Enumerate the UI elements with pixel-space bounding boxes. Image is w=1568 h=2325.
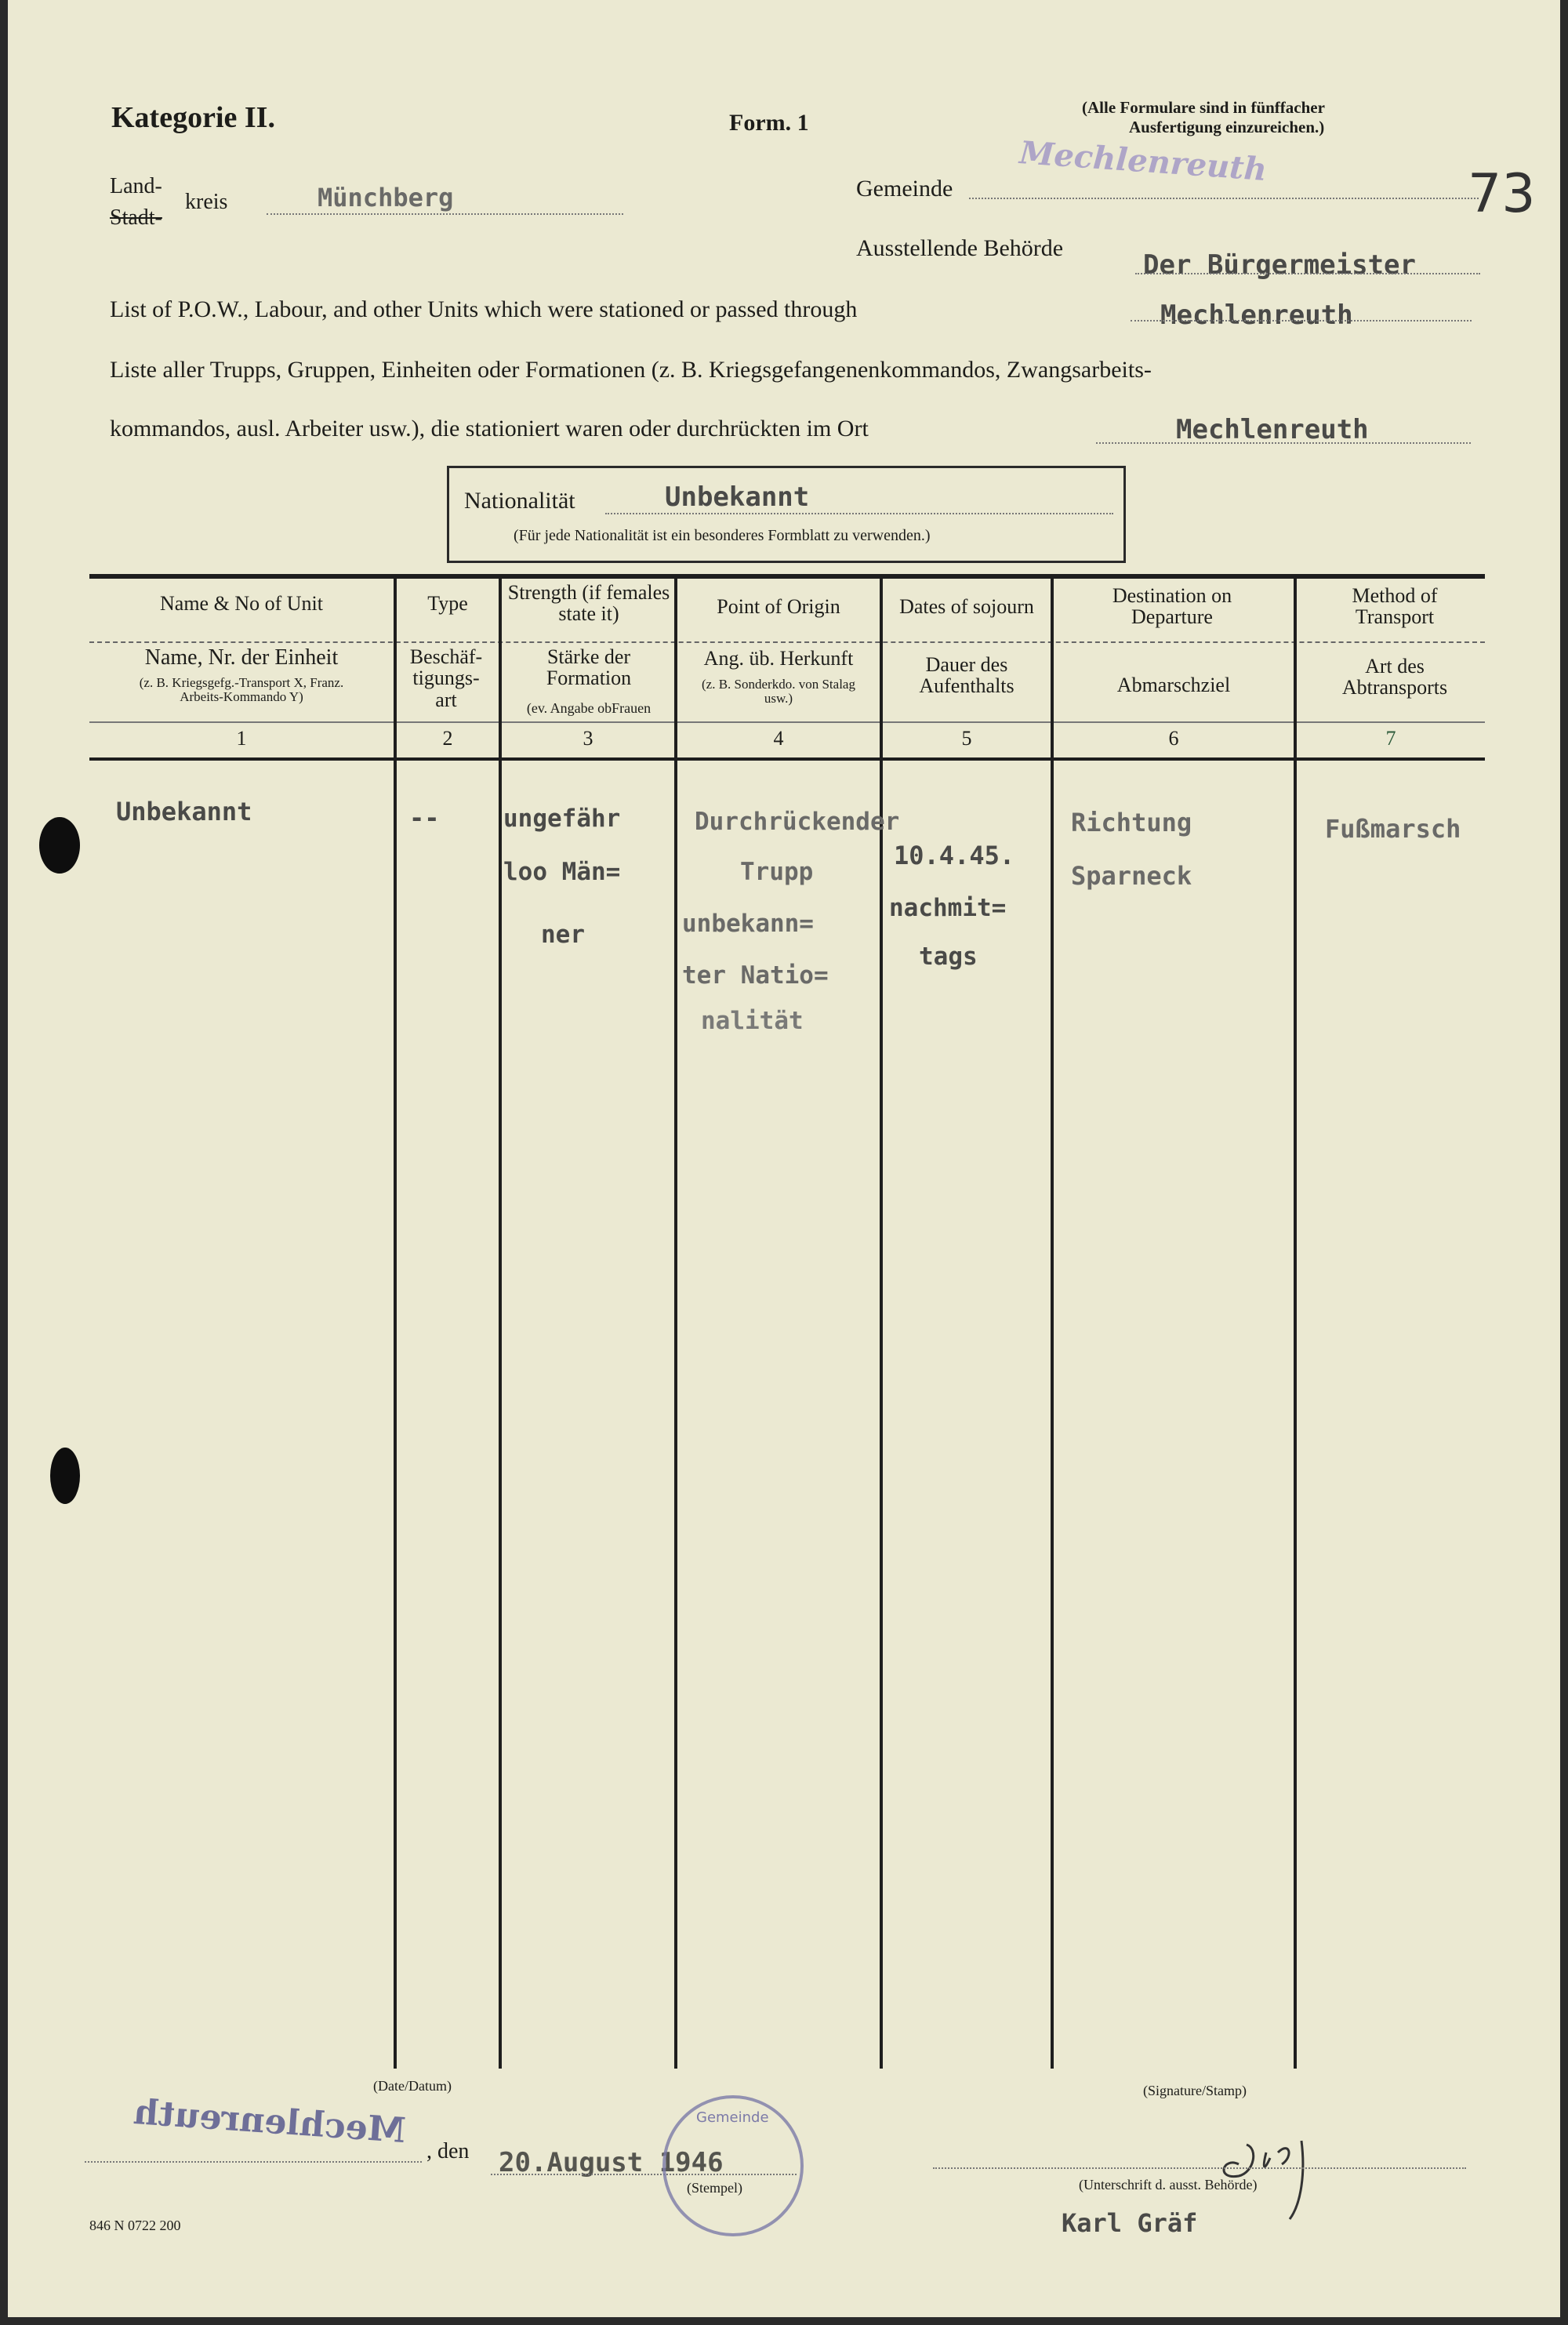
ort-underline <box>1096 442 1471 444</box>
row-origin-3: unbekann= <box>682 910 814 938</box>
row-origin-5: nalität <box>701 1007 804 1035</box>
list-value: Mechlenreuth <box>1160 300 1353 331</box>
behoerde-underline <box>1135 273 1480 274</box>
row-dates-3: tags <box>919 943 978 971</box>
row-origin-1: Durchrückender <box>695 808 900 836</box>
date-value: 20.August 1946 <box>499 2147 724 2178</box>
col7-header-en: Method of Transport <box>1352 584 1438 629</box>
den-label: , den <box>426 2139 470 2163</box>
row-unit-name: Unbekannt <box>116 797 252 826</box>
col2-header-de: Beschäf- tigungs- art <box>409 645 483 711</box>
table-header-divider <box>89 721 1485 723</box>
submission-note-line1: (Alle Formulare sind in fünffacher <box>1082 98 1325 117</box>
row-dates-2: nachmit= <box>889 894 1007 922</box>
col1-header-en: Name & No of Unit <box>160 592 323 615</box>
kreis-label: kreis <box>185 190 228 214</box>
behoerde-label: Ausstellende Behörde <box>856 235 1064 261</box>
col3-header-en: Strength (if females state it) <box>507 581 670 626</box>
punch-hole-top <box>39 817 80 874</box>
col4-header-en: Point of Origin <box>717 595 840 618</box>
kreis-value: Münchberg <box>318 183 454 213</box>
gemeinde-stamp: Mechlenreuth <box>1018 134 1269 188</box>
date-label: (Date/Datum) <box>373 2078 452 2094</box>
col5-header-de: Dauer des Aufenthalts <box>919 653 1014 698</box>
col3-number: 3 <box>583 727 593 750</box>
col1-header-de: Name, Nr. der Einheit <box>144 645 339 670</box>
signer-name: Karl Gräf <box>1062 2208 1198 2238</box>
kreis-underline <box>267 213 623 215</box>
unterschrift-label: (Unterschrift d. ausst. Behörde) <box>1079 2177 1258 2192</box>
form-number: Form. 1 <box>729 110 809 136</box>
col2-header-en: Type <box>427 592 468 615</box>
document-sheet <box>8 0 1560 2317</box>
list-line-english: List of P.O.W., Labour, and other Units which were stationed or passed through <box>110 296 858 322</box>
row-destination-2: Sparneck <box>1071 861 1192 891</box>
stadt-label: Stadt- <box>110 205 162 230</box>
table-body-top-rule <box>89 757 1485 761</box>
col5-header-en: Dates of sojourn <box>899 595 1034 618</box>
col6-number: 6 <box>1168 727 1179 750</box>
row-origin-4: ter Natio= <box>682 961 829 990</box>
col7-number: 7 <box>1385 727 1396 750</box>
table-english-divider <box>89 641 1485 643</box>
nationality-value: Unbekannt <box>665 481 810 513</box>
nationality-note: (Für jede Nationalität ist ein besonderes Formblatt zu verwenden.) <box>514 527 931 544</box>
col-divider-5 <box>1051 577 1054 2069</box>
col-divider-2 <box>499 577 502 2069</box>
stempel-label: (Stempel) <box>687 2180 742 2196</box>
col7-header-de: Art des Abtransports <box>1341 655 1448 699</box>
place-stamp-mirrored: Mechlenreuth <box>132 2091 408 2152</box>
row-strength-3: ner <box>541 921 585 949</box>
gemeinde-underline <box>969 198 1479 199</box>
table-top-rule <box>89 574 1485 579</box>
col4-header-de: Ang. üb. Herkunft <box>703 647 854 670</box>
col-divider-6 <box>1294 577 1297 2069</box>
col-divider-3 <box>674 577 677 2069</box>
category-title: Kategorie II. <box>111 101 275 134</box>
row-destination-1: Richtung <box>1071 808 1192 837</box>
col-divider-4 <box>880 577 883 2069</box>
col4-header-de-small: (z. B. Sonderkdo. von Stalag usw.) <box>702 677 855 706</box>
row-origin-2: Trupp <box>740 858 814 886</box>
row-type: -- <box>409 803 440 833</box>
col-divider-1 <box>394 577 397 2069</box>
col2-number: 2 <box>442 727 453 750</box>
row-dates-1: 10.4.45. <box>894 841 1015 870</box>
page-number: 73 <box>1468 163 1536 225</box>
nationality-underline <box>605 513 1113 514</box>
col1-header-de-small: (z. B. Kriegsgefg.-Transport X, Franz. Arbeits-Kommando Y) <box>139 675 344 704</box>
submission-note-line2: Ausfertigung einzureichen.) <box>1129 118 1325 136</box>
col3-header-de: Stärke der Formation <box>546 645 632 690</box>
col4-number: 4 <box>773 727 784 750</box>
place-underline <box>85 2161 422 2163</box>
liste-line-2: kommandos, ausl. Arbeiter usw.), die stationiert waren oder durchrückten im Ort <box>110 416 869 441</box>
land-label: Land- <box>110 174 162 198</box>
row-method: Fußmarsch <box>1325 814 1461 844</box>
nationality-label: Nationalität <box>464 488 575 514</box>
row-strength-2: loo Män= <box>503 858 621 886</box>
punch-hole-bottom <box>50 1448 80 1504</box>
gemeinde-label: Gemeinde <box>856 176 953 202</box>
signature-label: (Signature/Stamp) <box>1143 2083 1247 2098</box>
ort-value: Mechlenreuth <box>1176 414 1369 445</box>
signature-underline <box>933 2167 1466 2169</box>
form-code: 846 N 0722 200 <box>89 2218 181 2233</box>
seal-text: Gemeinde <box>696 2109 769 2126</box>
col1-number: 1 <box>236 727 247 750</box>
col5-number: 5 <box>961 727 972 750</box>
list-underline <box>1131 320 1472 322</box>
nationality-box <box>447 466 1126 563</box>
col3-header-de-small: (ev. Angabe obFrauen <box>526 700 652 716</box>
behoerde-value: Der Bürgermeister <box>1143 249 1416 281</box>
row-strength-1: ungefähr <box>503 805 621 833</box>
liste-line-1: Liste aller Trupps, Gruppen, Einheiten oder Formationen (z. B. Kriegsgefangenenkommandos, Zwangsarbeits- <box>110 357 1152 383</box>
col6-header-en: Destination on Departure <box>1112 584 1232 629</box>
col6-header-de: Abmarschziel <box>1116 674 1231 696</box>
